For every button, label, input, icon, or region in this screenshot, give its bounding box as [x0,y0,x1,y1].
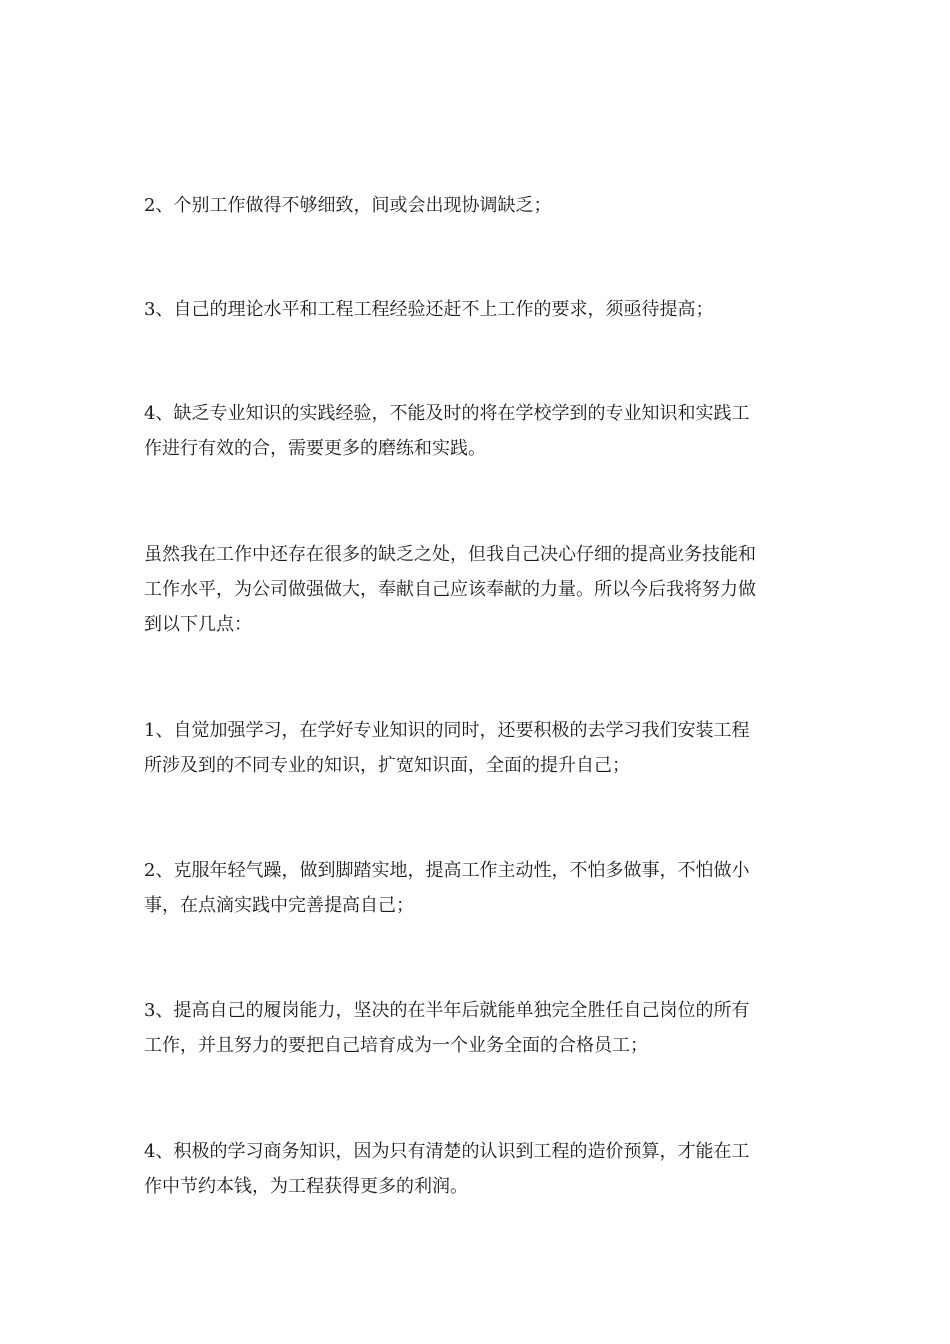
text-line: 2、个别工作做得不够细致，间或会出现协调缺乏； [144,195,552,216]
paragraph-plan-1 [144,713,809,783]
text-line: 工作，并且努力的要把自己培育成为一个业务全面的合格员工； [144,1035,648,1056]
text-line: 到以下几点： [144,614,252,635]
paragraph-plan-3 [144,993,809,1063]
text-line: 作中节约本钱，为工程获得更多的利润。 [144,1176,468,1197]
text-line: 虽然我在工作中还存在很多的缺乏之处，但我自己决心仔细的提高业务技能和 [144,544,756,565]
paragraph-shortcoming-3 [144,292,809,327]
text-line: 事，在点滴实践中完善提高自己； [144,895,414,916]
paragraph-plan-2 [144,853,809,923]
paragraph-plan-4 [144,1134,809,1204]
text-line: 所涉及到的不同专业的知识，扩宽知识面，全面的提升自己； [144,755,630,776]
text-line: 1、自觉加强学习，在学好专业知识的同时，还要积极的去学习我们安装工程 [144,720,750,741]
paragraph-resolution-intro [144,537,809,642]
text-line: 4、缺乏专业知识的实践经验，不能及时的将在学校学到的专业知识和实践工 [144,403,750,424]
paragraph-shortcoming-2 [144,188,809,223]
text-line: 3、提高自己的履岗能力，坚决的在半年后就能单独完全胜任自己岗位的所有 [144,1000,750,1021]
text-line: 4、积极的学习商务知识，因为只有清楚的认识到工程的造价预算，才能在工 [144,1141,750,1162]
text-line: 3、自己的理论水平和工程工程经验还赶不上工作的要求，须亟待提高； [144,299,714,320]
text-line: 工作水平，为公司做强做大，奉献自己应该奉献的力量。所以今后我将努力做 [144,579,756,600]
text-line: 2、克服年轻气躁，做到脚踏实地，提高工作主动性，不怕多做事，不怕做小 [144,860,750,881]
text-line: 作进行有效的合，需要更多的磨练和实践。 [144,438,486,459]
paragraph-shortcoming-4 [144,396,809,466]
